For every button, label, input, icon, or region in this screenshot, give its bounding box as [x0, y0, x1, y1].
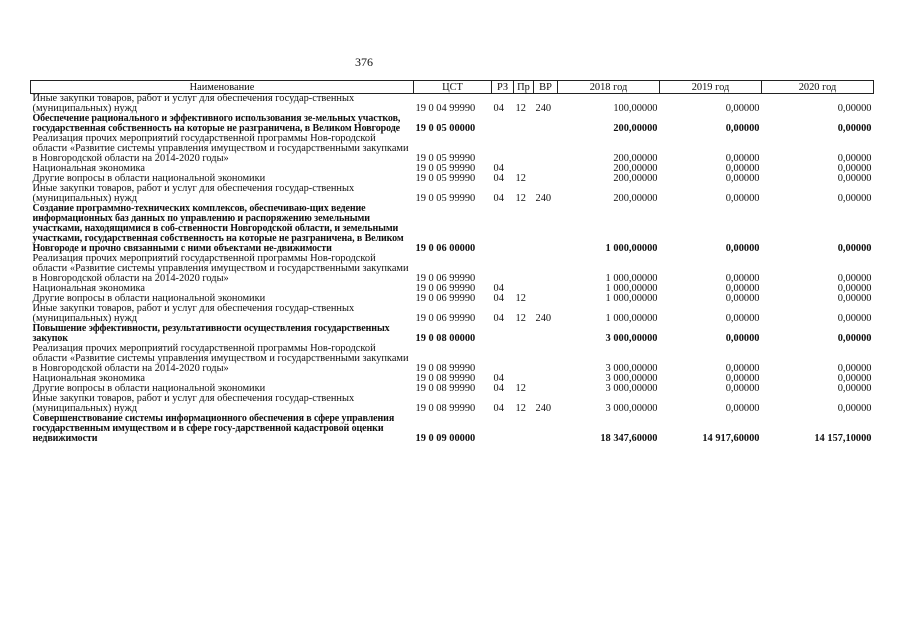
cell-vr: 240 — [535, 313, 552, 324]
cell-rz: 04 — [493, 103, 504, 114]
table-row — [31, 94, 874, 115]
cell-pr: 12 — [515, 103, 526, 114]
cell-rz: 04 — [493, 293, 504, 304]
cell-vr — [534, 174, 558, 184]
table-row — [31, 204, 874, 254]
header-rz: РЗ — [492, 81, 514, 94]
table-row — [31, 184, 874, 204]
table-row — [31, 254, 874, 284]
cell-name: Иные закупки товаров, работ и услуг для обеспечения государ-ственных (муниципальных) нужд — [32, 183, 355, 204]
cell-y2018: 3 000,00000 — [605, 373, 658, 384]
cell-cst: 19 0 06 99990 — [415, 313, 476, 324]
cell-rz: 04 — [493, 383, 504, 394]
cell-rz: 04 — [493, 193, 504, 204]
cell-y2019: 0,00000 — [725, 103, 760, 114]
cell-y2018: 18 347,60000 — [600, 433, 658, 444]
cell-y2019: 0,00000 — [725, 363, 760, 374]
cell-name: Повышение эффективности, результативности осуществления государственных закупок — [32, 323, 390, 344]
cell-y2020: 0,00000 — [837, 193, 872, 204]
cell-vr: 240 — [535, 103, 552, 114]
cell-y2020: 0,00000 — [837, 313, 872, 324]
cell-y2018: 3 000,00000 — [605, 403, 658, 414]
cell-y2019: 0,00000 — [725, 273, 760, 284]
cell-y2019: 0,00000 — [725, 193, 760, 204]
cell-name: Иные закупки товаров, работ и услуг для обеспечения государ-ственных (муниципальных) нужд — [32, 393, 355, 414]
cell-y2020: 0,00000 — [837, 283, 872, 294]
cell-cst: 19 0 06 99990 — [415, 283, 476, 294]
header-pr: Пр — [514, 81, 534, 94]
cell-vr — [534, 414, 558, 444]
cell-vr — [534, 204, 558, 254]
header-cst: ЦСТ — [414, 81, 492, 94]
cell-pr — [514, 204, 534, 254]
cell-name: Другие вопросы в области национальной экономики — [32, 383, 266, 394]
cell-y2020: 0,00000 — [837, 403, 872, 414]
cell-y2020: 0,00000 — [837, 163, 872, 174]
cell-y2020: 0,00000 — [837, 243, 872, 254]
cell-y2018: 1 000,00000 — [605, 243, 658, 254]
cell-vr — [534, 294, 558, 304]
cell-y2020: 0,00000 — [837, 333, 872, 344]
cell-y2018: 1 000,00000 — [605, 273, 658, 284]
cell-pr: 12 — [515, 403, 526, 414]
cell-cst: 19 0 04 99990 — [415, 103, 476, 114]
cell-y2020: 14 157,10000 — [814, 433, 872, 444]
cell-y2019: 0,00000 — [725, 383, 760, 394]
cell-y2019: 0,00000 — [725, 243, 760, 254]
cell-y2018: 1 000,00000 — [605, 293, 658, 304]
cell-cst: 19 0 08 99990 — [415, 363, 476, 374]
cell-y2019: 0,00000 — [725, 163, 760, 174]
cell-rz — [492, 204, 514, 254]
cell-cst: 19 0 05 00000 — [415, 123, 476, 134]
cell-pr — [514, 414, 534, 444]
cell-y2020: 0,00000 — [837, 153, 872, 164]
cell-y2019: 0,00000 — [725, 153, 760, 164]
cell-y2020: 0,00000 — [837, 293, 872, 304]
cell-pr — [514, 254, 534, 284]
cell-rz: 04 — [493, 313, 504, 324]
cell-pr — [514, 324, 534, 344]
cell-vr — [534, 324, 558, 344]
table-row — [31, 344, 874, 374]
cell-y2019: 0,00000 — [725, 173, 760, 184]
cell-rz: 04 — [493, 173, 504, 184]
cell-vr — [534, 134, 558, 164]
cell-y2020: 0,00000 — [837, 123, 872, 134]
cell-y2018: 3 000,00000 — [605, 383, 658, 394]
cell-rz: 04 — [493, 373, 504, 384]
cell-name: Создание программно-технических комплексов, обеспечиваю-щих ведение информационных баз данных по управлению и распоряжению земельными участками, находящимися в соб-ственности Новгородской области, и земельными участками, государственная собственность на которые не разграничена, в Великом Новгороде и прочно связанными с ними объектами не-движимости — [32, 203, 404, 254]
cell-name: Реализация прочих мероприятий государственной программы Нов-городской области «Развитие системы управления имуществом и государственными закупками в Новгородской области на 2014-2020 годы» — [32, 343, 409, 374]
cell-pr — [514, 344, 534, 374]
cell-vr — [534, 374, 558, 384]
cell-y2020: 0,00000 — [837, 373, 872, 384]
cell-y2018: 200,00000 — [613, 153, 658, 164]
header-name: Наименование — [31, 81, 414, 94]
cell-cst: 19 0 08 99990 — [415, 403, 476, 414]
page-number: 376 — [355, 55, 373, 69]
table-row — [31, 134, 874, 164]
cell-y2019: 0,00000 — [725, 123, 760, 134]
cell-name: Национальная экономика — [32, 373, 146, 384]
cell-vr: 240 — [535, 403, 552, 414]
header-vr: ВР — [534, 81, 558, 94]
cell-y2019: 0,00000 — [725, 283, 760, 294]
cell-y2020: 0,00000 — [837, 173, 872, 184]
cell-cst: 19 0 08 99990 — [415, 383, 476, 394]
cell-y2018: 100,00000 — [613, 103, 658, 114]
cell-y2020: 0,00000 — [837, 363, 872, 374]
cell-y2020: 0,00000 — [837, 383, 872, 394]
cell-y2019: 14 917,60000 — [702, 433, 760, 444]
cell-y2018: 1 000,00000 — [605, 283, 658, 294]
table-row — [31, 324, 874, 344]
cell-pr — [514, 114, 534, 134]
table-row — [31, 304, 874, 324]
cell-rz — [492, 134, 514, 164]
cell-rz: 04 — [493, 403, 504, 414]
cell-rz — [492, 254, 514, 284]
cell-cst: 19 0 08 00000 — [415, 333, 476, 344]
cell-cst: 19 0 05 99990 — [415, 193, 476, 204]
cell-cst: 19 0 06 99990 — [415, 293, 476, 304]
cell-vr: 240 — [535, 193, 552, 204]
cell-name: Совершенствование системы информационного обеспечения в сфере управления государственным имуществом и в сфере госу-дарственной кадастровой оценки недвижимости — [32, 413, 395, 444]
cell-cst: 19 0 05 99990 — [415, 153, 476, 164]
table-row — [31, 114, 874, 134]
header-2018: 2018 год — [558, 81, 660, 94]
cell-name: Национальная экономика — [32, 163, 146, 174]
cell-y2018: 200,00000 — [613, 173, 658, 184]
budget-table — [30, 80, 874, 444]
cell-rz — [492, 344, 514, 374]
cell-name: Реализация прочих мероприятий государственной программы Нов-городской области «Развитие системы управления имуществом и государственными закупками в Новгородской области на 2014-2020 годы» — [32, 133, 409, 164]
cell-cst: 19 0 09 00000 — [415, 433, 476, 444]
cell-cst: 19 0 05 99990 — [415, 173, 476, 184]
cell-pr — [514, 134, 534, 164]
cell-vr — [534, 114, 558, 134]
table-row — [31, 394, 874, 414]
cell-y2019: 0,00000 — [725, 373, 760, 384]
cell-y2018: 1 000,00000 — [605, 313, 658, 324]
cell-cst: 19 0 05 99990 — [415, 163, 476, 174]
header-2019: 2019 год — [660, 81, 762, 94]
cell-y2020: 0,00000 — [837, 273, 872, 284]
cell-vr — [534, 284, 558, 294]
cell-y2020: 0,00000 — [837, 103, 872, 114]
cell-y2018: 200,00000 — [613, 163, 658, 174]
cell-vr — [534, 254, 558, 284]
cell-vr — [534, 344, 558, 374]
cell-rz: 04 — [493, 163, 504, 174]
cell-vr — [534, 384, 558, 394]
cell-y2018: 200,00000 — [613, 193, 658, 204]
cell-cst: 19 0 06 99990 — [415, 273, 476, 284]
cell-cst: 19 0 06 00000 — [415, 243, 476, 254]
cell-cst: 19 0 08 99990 — [415, 373, 476, 384]
cell-y2018: 3 000,00000 — [605, 363, 658, 374]
header-2020: 2020 год — [762, 81, 874, 94]
cell-rz — [492, 324, 514, 344]
cell-y2019: 0,00000 — [725, 403, 760, 414]
cell-rz: 04 — [493, 283, 504, 294]
cell-name: Другие вопросы в области национальной экономики — [32, 293, 266, 304]
cell-y2018: 200,00000 — [613, 123, 658, 134]
cell-rz — [492, 414, 514, 444]
cell-pr: 12 — [515, 193, 526, 204]
cell-y2019: 0,00000 — [725, 313, 760, 324]
cell-name: Другие вопросы в области национальной экономики — [32, 173, 266, 184]
cell-name: Реализация прочих мероприятий государственной программы Нов-городской области «Развитие системы управления имуществом и государственными закупками в Новгородской области на 2014-2020 годы» — [32, 253, 409, 284]
cell-vr — [534, 164, 558, 174]
cell-pr: 12 — [515, 313, 526, 324]
cell-y2019: 0,00000 — [725, 333, 760, 344]
table-body — [31, 94, 874, 445]
cell-y2018: 3 000,00000 — [605, 333, 658, 344]
cell-rz — [492, 114, 514, 134]
cell-name: Национальная экономика — [32, 283, 146, 294]
table-header-row — [31, 81, 874, 94]
cell-name: Иные закупки товаров, работ и услуг для обеспечения государ-ственных (муниципальных) нужд — [32, 93, 355, 114]
cell-name: Иные закупки товаров, работ и услуг для обеспечения государ-ственных (муниципальных) нужд — [32, 303, 355, 324]
cell-name: Обеспечение рационального и эффективного использования зе-мельных участков, государственная собственность на которые не разграничена, в Великом Новгороде — [32, 113, 401, 134]
cell-pr: 12 — [515, 293, 526, 304]
table-row — [31, 414, 874, 444]
cell-pr: 12 — [515, 383, 526, 394]
cell-y2019: 0,00000 — [725, 293, 760, 304]
cell-pr: 12 — [515, 173, 526, 184]
